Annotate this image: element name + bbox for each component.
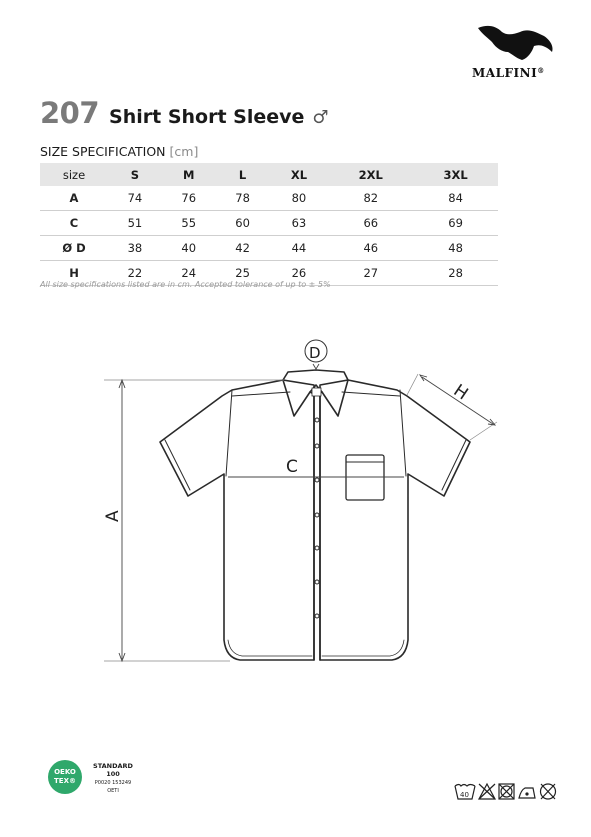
- table-cell: 69: [413, 211, 498, 236]
- button: [315, 444, 319, 448]
- male-symbol-icon: ♂: [312, 107, 329, 128]
- button: [315, 478, 319, 482]
- table-cell: 78: [216, 186, 270, 211]
- table-cell: 24: [162, 261, 216, 286]
- column-header: 2XL: [328, 163, 413, 186]
- table-cell: 82: [328, 186, 413, 211]
- table-cell: 66: [328, 211, 413, 236]
- tolerance-note: All size specifications listed are in cm. Accepted tolerance of up to ± 5%: [40, 280, 331, 289]
- label-d: D: [309, 344, 321, 362]
- button: [315, 614, 319, 618]
- column-header: M: [162, 163, 216, 186]
- column-header: L: [216, 163, 270, 186]
- product-code: 207: [40, 96, 100, 130]
- table-cell: 55: [162, 211, 216, 236]
- shirt-technical-drawing: [0, 330, 591, 675]
- table-cell: 44: [269, 236, 328, 261]
- brand-logo: [468, 22, 560, 84]
- no-dry-clean-icon: [541, 784, 556, 799]
- table-cell: 84: [413, 186, 498, 211]
- table-cell: 51: [108, 211, 162, 236]
- product-title: [40, 96, 329, 130]
- table-cell: 38: [108, 236, 162, 261]
- size-spec-heading: SIZE SPECIFICATION [cm]: [40, 144, 199, 159]
- row-label: A: [40, 186, 108, 211]
- shirt-body-outline: [160, 380, 314, 660]
- product-name: Shirt Short Sleeve: [109, 106, 305, 128]
- table-cell: 40: [162, 236, 216, 261]
- shirt-body-outline-right: [320, 380, 470, 660]
- table-cell: 74: [108, 186, 162, 211]
- table-cell: 22: [108, 261, 162, 286]
- no-tumble-dry-icon: [499, 784, 514, 799]
- care-symbols: [453, 780, 561, 802]
- label-c: C: [286, 457, 298, 477]
- button: [315, 580, 319, 584]
- brand-name: MALFINI®: [472, 66, 545, 80]
- size-table: [40, 163, 498, 286]
- table-cell: 28: [413, 261, 498, 286]
- table-cell: 46: [328, 236, 413, 261]
- oeko-tex-badge: OEKO TEX®: [48, 760, 82, 794]
- no-bleach-icon: [479, 784, 495, 799]
- table-header-row: [40, 163, 498, 186]
- row-label: Ø D: [40, 236, 108, 261]
- button: [315, 513, 319, 517]
- row-label: H: [40, 261, 108, 286]
- table-cell: 26: [269, 261, 328, 286]
- eagle-icon: [474, 22, 556, 66]
- column-header: XL: [269, 163, 328, 186]
- table-row: [40, 186, 498, 211]
- button: [315, 418, 319, 422]
- oeko-tex-info: STANDARD 100 P0020 153249 OETI: [93, 762, 133, 794]
- label-a: A: [103, 510, 123, 522]
- table-cell: 48: [413, 236, 498, 261]
- table-cell: 80: [269, 186, 328, 211]
- table-row: [40, 236, 498, 261]
- table-cell: 60: [216, 211, 270, 236]
- wash-40-icon: [455, 785, 475, 800]
- table-cell: 27: [328, 261, 413, 286]
- svg-text:40: 40: [460, 791, 469, 799]
- table-cell: 63: [269, 211, 328, 236]
- row-label: C: [40, 211, 108, 236]
- column-header: S: [108, 163, 162, 186]
- iron-icon: [519, 788, 535, 798]
- label-h: H: [449, 380, 472, 405]
- column-header: size: [40, 163, 108, 186]
- table-cell: 42: [216, 236, 270, 261]
- table-cell: 76: [162, 186, 216, 211]
- column-header: 3XL: [413, 163, 498, 186]
- table-cell: 25: [216, 261, 270, 286]
- table-row: [40, 211, 498, 236]
- button: [315, 546, 319, 550]
